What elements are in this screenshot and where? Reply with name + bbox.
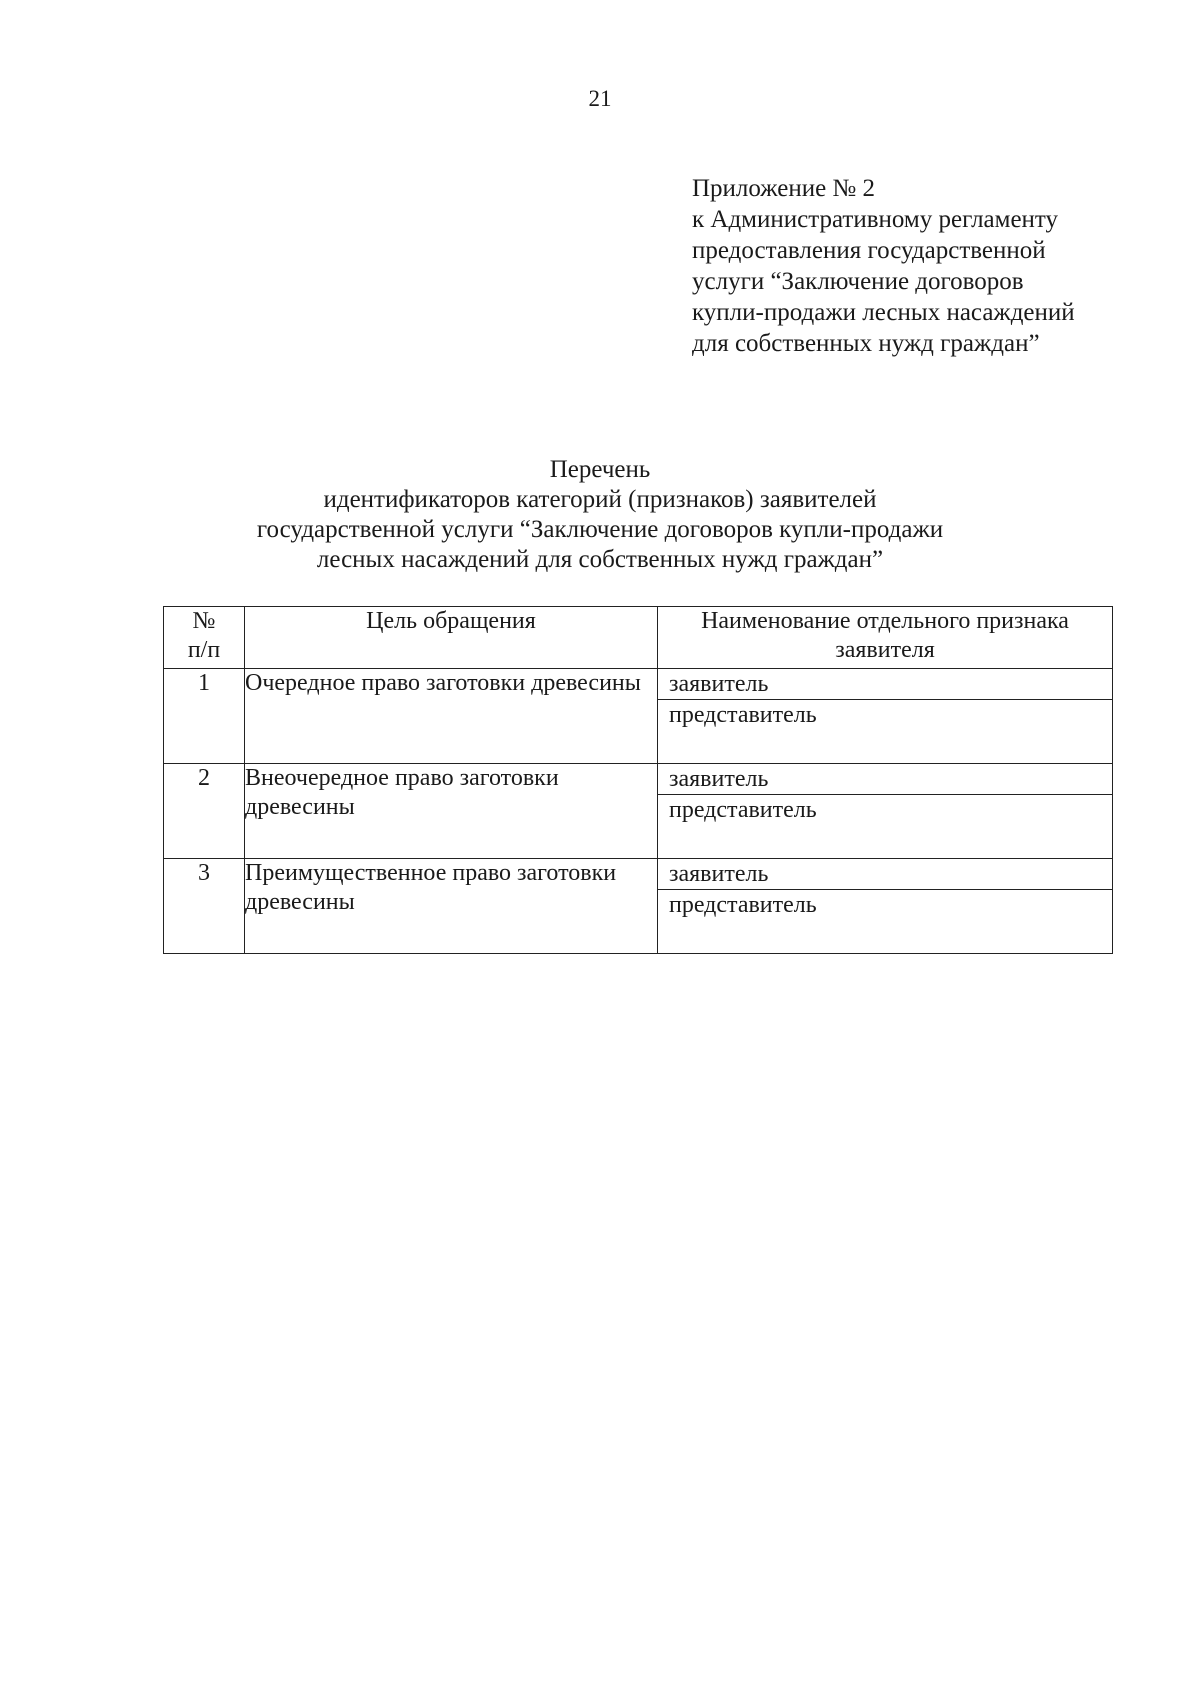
table-row (164, 859, 1113, 954)
title-line: идентификаторов категорий (признаков) заявителей (323, 486, 877, 513)
row-number: 3 (164, 859, 245, 954)
sign-representative: представитель (669, 892, 817, 918)
row-signs (658, 764, 1113, 859)
row-goal: Очередное право заготовки древесины (245, 669, 658, 764)
row-goal: Преимущественное право заготовки древесины (245, 859, 658, 954)
header-goal: Цель обращения (245, 607, 658, 669)
header-number-line2: п/п (187, 637, 221, 663)
sign-representative: представитель (669, 797, 817, 823)
title-line: лесных насаждений для собственных нужд граждан” (316, 546, 884, 573)
appendix-note (692, 173, 1112, 359)
title-line: Перечень (549, 456, 651, 483)
row-number: 1 (164, 669, 245, 764)
sign-representative: представитель (669, 702, 817, 728)
identifiers-table (163, 606, 1113, 954)
row-number: 2 (164, 764, 245, 859)
table-row (164, 764, 1113, 859)
header-number (164, 607, 245, 669)
sign-applicant: заявитель (658, 669, 1112, 700)
document-title (0, 455, 1200, 575)
page-number: 21 (588, 86, 612, 111)
table-row (164, 669, 1113, 764)
appendix-line: Приложение № 2 (692, 175, 876, 202)
appendix-line: к Административному регламенту (692, 206, 1059, 233)
appendix-line: предоставления государственной (692, 237, 1046, 264)
sign-applicant: заявитель (658, 859, 1112, 890)
appendix-line: купли-продажи лесных насаждений (692, 299, 1075, 326)
header-sign: Наименование отдельного признака заявителя (658, 607, 1113, 669)
sign-applicant: заявитель (658, 764, 1112, 795)
table-header-row (164, 607, 1113, 669)
row-goal: Внеочередное право заготовки древесины (245, 764, 658, 859)
appendix-line: услуги “Заключение договоров (692, 268, 1024, 295)
row-signs (658, 669, 1113, 764)
title-line: государственной услуги “Заключение договоров купли-продажи (256, 516, 944, 543)
row-signs (658, 859, 1113, 954)
appendix-line: для собственных нужд граждан” (692, 330, 1040, 357)
header-number-line1: № (192, 608, 216, 634)
